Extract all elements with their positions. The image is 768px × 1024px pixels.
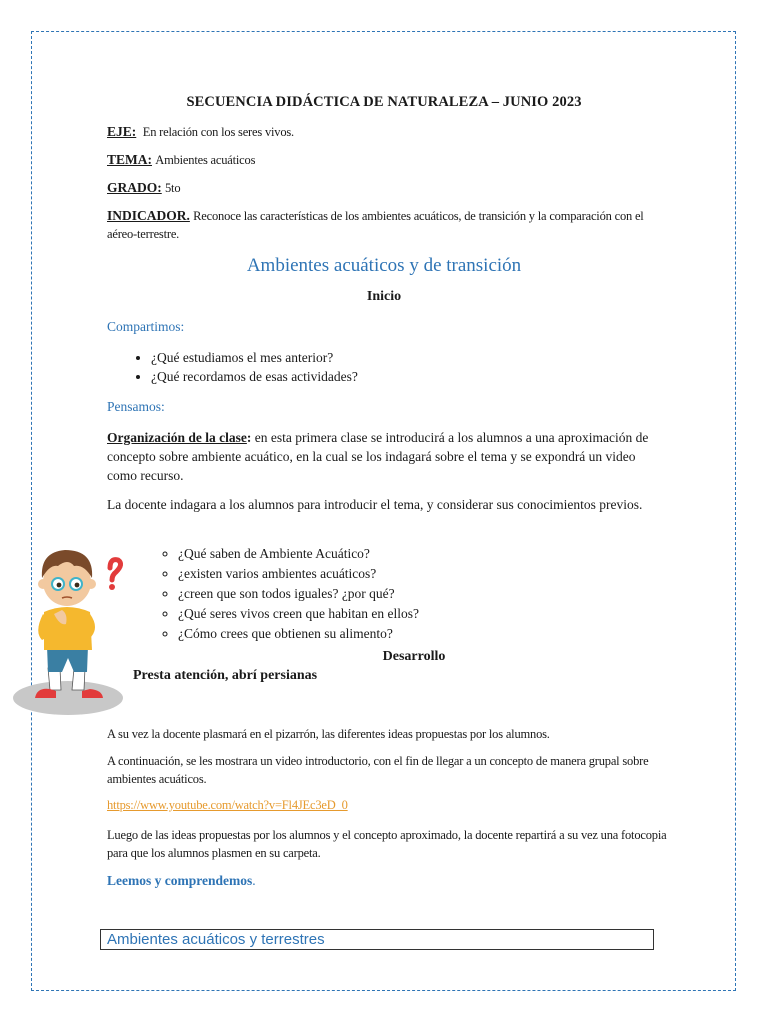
questions-list [150, 544, 419, 644]
tema-value: Ambientes acuáticos [155, 153, 256, 167]
eje-label: EJE: [107, 124, 137, 139]
leemos-dot: . [252, 873, 256, 888]
indaga-paragraph: La docente indagara a los alumnos para introducir el tema, y considerar sus conocimientos previos. [107, 497, 643, 512]
list-item: ◦ ¿creen que son todos iguales? ¿por qué? [178, 584, 419, 604]
boxed-title: Ambientes acuáticos y terrestres [100, 929, 654, 950]
leemos-label: Leemos y comprendemos [107, 873, 253, 888]
pizarron-paragraph: A su vez la docente plasmará en el pizarrón, las diferentes ideas propuestas por los alumnos. [107, 727, 550, 741]
eje-value: En relación con los seres vivos. [142, 125, 294, 139]
list-item: • ¿Qué estudiamos el mes anterior? [151, 348, 358, 367]
indicador-field [107, 207, 667, 243]
indicador-label: INDICADOR. [107, 208, 190, 223]
list-item: • ¿Qué recordamos de esas actividades? [151, 367, 358, 386]
thinking-kid-illustration [10, 540, 125, 720]
compartimos-label: Compartimos: [107, 319, 185, 334]
indicador-value: Reconoce las características de los ambientes acuáticos, de transición y la comparación con el aéreo-terrestre. [107, 209, 644, 241]
video-link[interactable]: https://www.youtube.com/watch?v=Fl4JEc3eD_0 [107, 798, 348, 812]
grado-value: 5to [165, 181, 181, 195]
tema-field [107, 151, 667, 169]
presta-atencion: Presta atención, abrí persianas [133, 668, 318, 683]
grado-field [107, 179, 667, 197]
organizacion-text: en esta primera clase se introducirá a los alumnos a una aproximación de concepto sobre ambiente acuático, en la cual se los indagará sobre el tema y se expondrá un video como recurso. [107, 430, 649, 483]
list-item: ◦ ¿Qué saben de Ambiente Acuático? [178, 544, 419, 564]
grado-label: GRADO: [107, 180, 162, 195]
organizacion-label: Organización de la clase [107, 430, 247, 445]
leemos-heading [107, 873, 256, 889]
list-item: ◦ ¿existen varios ambientes acuáticos? [178, 564, 419, 584]
list-item: ◦ ¿Qué seres vivos creen que habitan en ellos? [178, 604, 419, 624]
inicio-heading: Inicio [366, 289, 402, 304]
compartimos-list [107, 348, 358, 386]
pensamos-label: Pensamos: [107, 399, 165, 414]
continuacion-paragraph: A continuación, se les mostrara un video introductorio, con el fin de llegar a un concepto de manera grupal sobre ambientes acuáticos. [107, 754, 649, 786]
thinking-kid-icon [10, 540, 125, 720]
eje-field [107, 123, 667, 141]
luego-paragraph: Luego de las ideas propuestas por los alumnos y el concepto aproximado, la docente repartirá a su vez una fotocopia para que los alumnos plasmen en su carpeta. [107, 828, 667, 860]
list-item: ◦ ¿Cómo crees que obtienen su alimento? [178, 624, 419, 644]
organizacion-paragraph [107, 428, 667, 485]
desarrollo-heading: Desarrollo [382, 649, 446, 664]
tema-label: TEMA: [107, 152, 152, 167]
document-title: SECUENCIA DIDÁCTICA DE NATURALEZA – JUNIO 2023 [186, 94, 582, 110]
organizacion-colon: : [246, 430, 252, 445]
section-heading: Ambientes acuáticos y de transición [246, 255, 522, 276]
